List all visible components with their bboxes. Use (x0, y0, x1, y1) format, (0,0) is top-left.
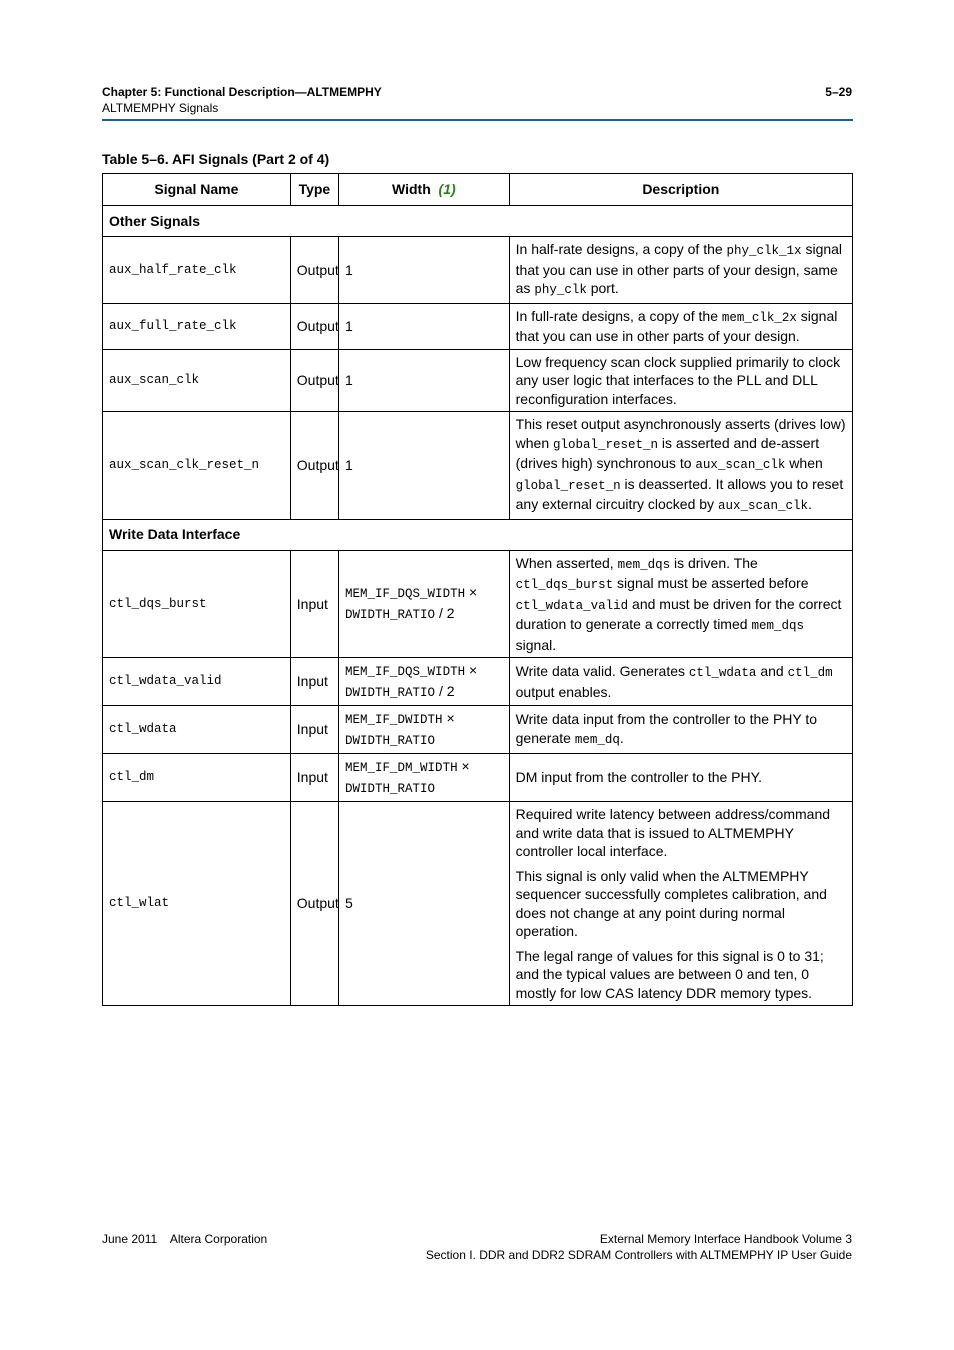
code-term: global_reset_n (553, 437, 659, 452)
header-rule (102, 119, 853, 121)
table-row (103, 706, 853, 754)
table-row (103, 303, 853, 349)
signal-name-cell: aux_full_rate_clk (103, 303, 291, 349)
code-term: DWIDTH_RATIO (345, 685, 436, 700)
text-run: Write data valid. Generates (515, 663, 689, 679)
code-term: ctl_dqs_burst (515, 578, 614, 592)
code-term: ctl_dm (787, 666, 833, 680)
signal-description-cell (509, 303, 852, 349)
description-paragraph (516, 307, 846, 346)
text-run: × (465, 584, 478, 601)
signal-type-cell: Output (290, 349, 338, 412)
signal-name-cell: ctl_wdata_valid (103, 658, 291, 706)
text-run: is driven. The (670, 554, 758, 571)
signal-width-cell (339, 303, 510, 349)
text-run: signal must be asserted before (613, 575, 809, 591)
signal-type-cell: Output (290, 237, 338, 304)
signal-width-cell (339, 802, 510, 1006)
text-run: In full-rate designs, a copy of the (515, 307, 722, 324)
text-run: DM input from the controller to the PHY. (515, 769, 763, 786)
code-term: ctl_wdata_valid (515, 598, 629, 613)
text-run: and must be driven for the correct duration to generate a correctly timed (515, 595, 842, 632)
description-paragraph (516, 947, 846, 1003)
signal-name-cell: ctl_dm (103, 754, 291, 802)
table-row (103, 802, 853, 1006)
text-run: The legal range of values for this signal is 0 to 31; and the typical values are between 0 and ten, 0 mostly for low CAS latency DDR memory types. (515, 947, 824, 1001)
code-term: mem_clk_2x (721, 310, 797, 325)
signal-description-cell (509, 349, 852, 412)
signal-name-cell: ctl_wdata (103, 706, 291, 754)
table-row (103, 349, 853, 412)
description-paragraph (516, 867, 846, 941)
text-run: Write data input from the controller to the PHY to generate (515, 711, 818, 746)
text-run: / 2 (435, 682, 455, 699)
text-run: Low frequency scan clock supplied primarily to clock any user logic that interfaces to the PLL and DLL reconfiguration interfaces. (515, 353, 841, 407)
footer-handbook-title: External Memory Interface Handbook Volume 3 (599, 1232, 852, 1246)
code-term: global_reset_n (515, 478, 621, 493)
table-row (103, 237, 853, 304)
code-term: MEM_IF_DQS_WIDTH (345, 587, 466, 602)
header-signal-name: Signal Name (103, 174, 291, 206)
text-run: is asserted and de-assert (drives high) synchronous to (515, 434, 820, 471)
text-run: output enables. (515, 683, 612, 700)
code-term: MEM_IF_DM_WIDTH (345, 761, 458, 775)
text-run: Required write latency between address/command and write data that is issued to ALTMEMPHY controller local interface. (515, 806, 831, 859)
description-paragraph (516, 554, 846, 655)
table-row (103, 754, 853, 802)
text-run: This signal is only valid when the ALTMEMPHY sequencer successfully completes calibration, and does not change at any point during normal operation. (515, 867, 827, 939)
text-run: In half-rate designs, a copy of the (515, 241, 727, 257)
text-run: When asserted, (515, 554, 618, 571)
text-run: signal that you can use in other parts of your design. (515, 307, 838, 344)
table-row (103, 550, 853, 658)
section-title: Write Data Interface (103, 519, 853, 550)
text-run: when (785, 455, 823, 471)
header-width (339, 174, 510, 206)
text-run: and (756, 663, 788, 679)
signal-name-cell: ctl_dqs_burst (103, 550, 291, 658)
signal-type-cell: Output (290, 802, 338, 1006)
code-term: DWIDTH_RATIO (345, 781, 436, 796)
signal-type-cell: Output (290, 303, 338, 349)
signal-type-cell: Output (290, 412, 338, 520)
text-run: × (442, 710, 455, 726)
text-run: signal that you can use in other parts of your design, same as (515, 241, 843, 296)
signal-description-cell (509, 412, 852, 520)
signal-description-cell (509, 754, 852, 802)
page-number: 5–29 (825, 85, 852, 99)
signal-width-cell (339, 706, 510, 754)
code-term: MEM_IF_DQS_WIDTH (345, 665, 466, 679)
table-row (103, 658, 853, 706)
section-row (103, 206, 853, 237)
code-term: phy_clk (534, 283, 587, 297)
signal-type-cell: Input (290, 658, 338, 706)
text-run: 1 (345, 457, 353, 473)
signal-description-cell (509, 658, 852, 706)
header-width-label: Width (392, 181, 431, 198)
text-run: × (457, 758, 470, 774)
description-paragraph (516, 805, 846, 861)
text-run: . (807, 496, 812, 512)
table-header-row (103, 174, 853, 206)
signal-width-cell (339, 412, 510, 520)
code-term: aux_scan_clk (717, 499, 808, 513)
code-term: mem_dqs (751, 619, 804, 633)
text-run: is deasserted. It allows you to reset any external circuitry clocked by (515, 475, 844, 512)
code-term: MEM_IF_DWIDTH (345, 713, 443, 727)
text-run: port. (586, 280, 619, 296)
signal-name-cell: aux_half_rate_clk (103, 237, 291, 304)
description-paragraph (516, 415, 846, 516)
section-row (103, 519, 853, 550)
table-caption: Table 5–6. AFI Signals (Part 2 of 4) (102, 151, 330, 167)
footer-section-title: Section I. DDR and DDR2 SDRAM Controllers with ALTMEMPHY IP User Guide (425, 1248, 852, 1262)
text-run: . (619, 729, 624, 746)
signal-width-cell (339, 658, 510, 706)
signal-description-cell (509, 237, 852, 304)
signal-width-cell (339, 550, 510, 658)
signal-type-cell: Input (290, 754, 338, 802)
section-title: Other Signals (103, 206, 853, 237)
signal-description-cell (509, 802, 852, 1006)
code-term: phy_clk_1x (726, 244, 802, 258)
signal-type-cell: Input (290, 706, 338, 754)
running-header-chapter: Chapter 5: Functional Description—ALTMEMPHY (102, 85, 382, 99)
description-paragraph (516, 662, 846, 701)
width-footnote-link[interactable]: (1) (438, 181, 456, 198)
code-term: mem_dq (574, 732, 620, 747)
description-paragraph (516, 240, 846, 300)
signal-description-cell (509, 550, 852, 658)
text-run: signal. (515, 636, 557, 653)
signal-name-cell: aux_scan_clk_reset_n (103, 412, 291, 520)
signal-description-cell (509, 706, 852, 754)
code-term: mem_dqs (617, 557, 671, 572)
signal-type-cell: Input (290, 550, 338, 658)
text-run: / 2 (435, 604, 455, 621)
text-run: 1 (345, 261, 353, 278)
table-row (103, 412, 853, 520)
text-run: 1 (345, 372, 353, 388)
code-term: DWIDTH_RATIO (345, 607, 436, 622)
table-body (103, 206, 853, 1006)
header-type: Type (290, 174, 338, 206)
signal-width-cell (339, 754, 510, 802)
running-header-section: ALTMEMPHY Signals (102, 101, 219, 115)
signal-name-cell: ctl_wlat (103, 802, 291, 1006)
footer-date-company: June 2011 Altera Corporation (102, 1232, 268, 1246)
code-term: DWIDTH_RATIO (345, 733, 436, 748)
text-run: 1 (345, 317, 353, 334)
signal-name-cell: aux_scan_clk (103, 349, 291, 412)
afi-signals-table (102, 173, 853, 1006)
description-paragraph (516, 710, 846, 749)
description-paragraph (516, 768, 846, 787)
code-term: aux_scan_clk (695, 458, 786, 472)
text-run: This reset output asynchronously asserts (drives low) when (515, 416, 846, 451)
text-run: 5 (345, 895, 353, 912)
text-run: × (465, 662, 478, 678)
signal-width-cell (339, 237, 510, 304)
signal-width-cell (339, 349, 510, 412)
header-description: Description (509, 174, 852, 206)
description-paragraph (516, 353, 846, 409)
code-term: ctl_wdata (688, 666, 757, 680)
